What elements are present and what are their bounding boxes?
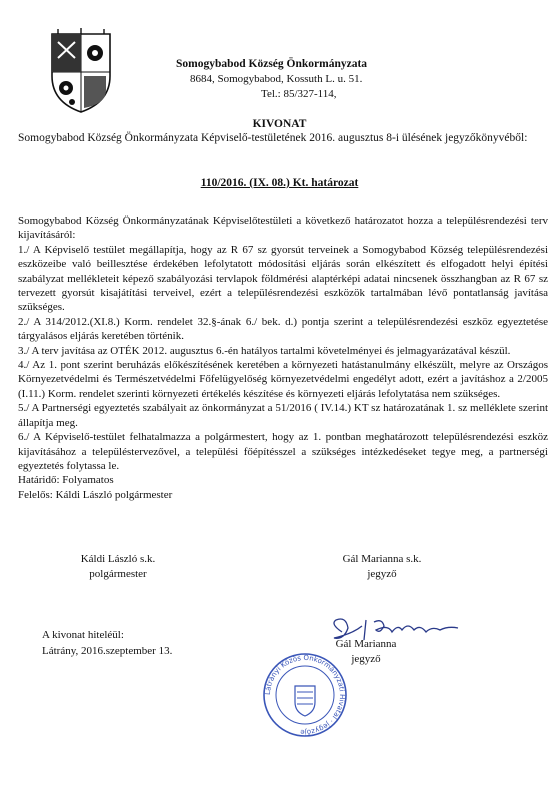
certification-label: A kivonat hiteléül:	[42, 629, 124, 641]
paragraph: 4./ Az 1. pont szerint beruházás előkészítésének keretében a környezeti hatástanulmány elkészült, melyre az Országos Környezetvédelmi és Természetvédelmi Főfelügyelőség környezetvédelmi engedélyt adott, ezért a javításhoz a 2/2005 (I.11.) Korm. rendelet szerinti környezeti értékelés készítése és környezeti eljárás lefolytatása nem szükséges.	[18, 359, 548, 400]
certification-block	[42, 627, 172, 659]
paragraph: Somogybabod Község Önkormányzatának Képviselőtestületi a következő határozatot hozza a településrendezési terv kijavításáról:	[18, 215, 548, 242]
mayor-name: Káldi László s.k.	[80, 553, 156, 565]
organization-name: Somogybabod Község Önkormányzata	[176, 58, 368, 70]
certification-place-date: Látrány, 2016.szeptember 13.	[42, 645, 173, 657]
resolution-number: 110/2016. (IX. 08.) Kt. határozat	[200, 177, 359, 189]
certifier-role: jegyző	[351, 653, 381, 665]
certifier-name: Gál Marianna	[335, 638, 397, 650]
coat-of-arms-icon	[48, 28, 114, 114]
organization-address: 8684, Somogybabod, Kossuth L. u. 51.	[190, 73, 363, 85]
intro-text: Somogybabod Község Önkormányzata Képviselő-testületének 2016. augusztus 8-i ülésének jegyzőkönyvéből:	[18, 132, 528, 144]
stamp-text: Látrányi Közös Önkormányzati Hivatal · jegyzője	[263, 653, 347, 737]
mayor-role: polgármester	[89, 568, 147, 580]
responsible-line: Felelős: Káldi László polgármester	[18, 488, 173, 501]
document-title: KIVONAT	[252, 118, 307, 130]
paragraph: 3./ A terv javítása az OTÉK 2012. augusztus 6.-én hatályos tartalmi követelményei és jelmagyarázatával készül.	[18, 344, 511, 357]
paragraph: 6./ A Képviselő-testület felhatalmazza a polgármestert, hogy az 1. pontban meghatározott településrendezési eszköz kijavításához a településtervezővel, a települési főépítésszel a szükséges intézkedéseket tegye meg, a partnerségi egyeztetés folytassa le.	[18, 431, 548, 472]
paragraph: 1./ A Képviselő testület megállapítja, hogy az R 67 sz gyorsút terveinek a Somogybabod Község településrendezési eszközeibe való beillesztése érdekében lefolytatott módosítási eljárás során elkészített és elfogadott helyi építési szabályzat mellékleteit képező szabályozási tervlapok földmérési alaptérképi adatai nincsenek összhangban az R 67 sz tervezett gyorsút kisajátítási terveivel, ezért a településrendezési eszközök tartalmában lévő pontatlanság javítása szükséges.	[18, 243, 548, 314]
official-stamp-icon	[262, 652, 348, 738]
organization-phone: Tel.: 85/327-114,	[261, 88, 337, 100]
paragraph: 2./ A 314/2012.(XI.8.) Korm. rendelet 32.§-ának 6./ bek. d.) pontja szerint a településrendezési eszköz egyeztetése tárgyalásos eljárás keretében történik.	[18, 315, 548, 343]
resolution-body	[18, 214, 548, 502]
paragraph: 5./ A Partnerségi egyeztetés szabályait az önkormányzat a 51/2016 ( IV.14.) KT sz határozatának 1. sz melléklete szerint állapítja meg.	[18, 402, 548, 429]
notary-name: Gál Marianna s.k.	[342, 553, 422, 565]
notary-signature-block	[322, 552, 442, 582]
mayor-signature-block	[58, 552, 178, 582]
notary-role: jegyző	[367, 568, 397, 580]
deadline-line: Határidő: Folyamatos	[18, 474, 114, 487]
